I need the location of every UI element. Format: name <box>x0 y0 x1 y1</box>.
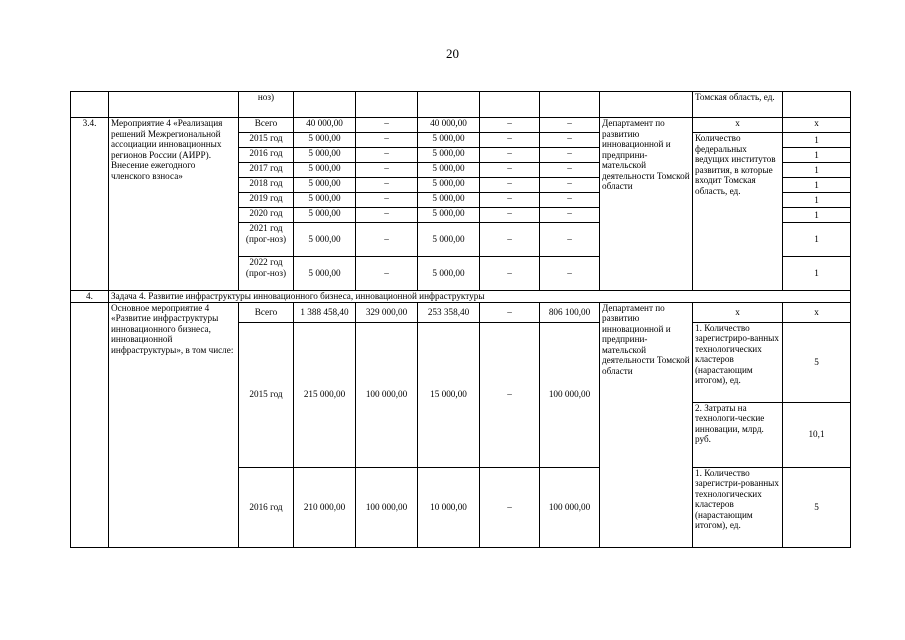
department-cell: Департамент по развитию инновационной и предприни-мательской деятельности Томской области <box>600 302 693 547</box>
local-cell: – <box>480 163 540 178</box>
total-cell: 5 000,00 <box>294 163 356 178</box>
target-cell: 1 <box>783 208 851 223</box>
federal-cell: – <box>356 223 418 257</box>
total-cell: 5 000,00 <box>294 257 356 291</box>
total-cell: 5 000,00 <box>294 208 356 223</box>
local-cell: – <box>480 322 540 467</box>
regional-cell: 5 000,00 <box>418 148 480 163</box>
period-cell: 2020 год <box>239 208 294 223</box>
federal-cell: – <box>356 178 418 193</box>
federal-cell: – <box>356 257 418 291</box>
table-row <box>71 118 851 133</box>
period-cell: 2022 год (прог-ноз) <box>239 257 294 291</box>
target-cell: 5 <box>783 322 851 402</box>
extra-budget-cell: – <box>540 118 600 133</box>
federal-cell: – <box>356 163 418 178</box>
extra-budget-cell: 100 000,00 <box>540 467 600 547</box>
federal-cell: 329 000,00 <box>356 302 418 322</box>
table-row <box>71 302 851 322</box>
extra-budget-cell: – <box>540 193 600 208</box>
period-cell: 2017 год <box>239 163 294 178</box>
task-row <box>71 291 851 303</box>
item-name: Мероприятие 4 «Реализация решений Межрегиональной ассоциации инновационных регионов России (АИРР). Внесение ежегодного членского взноса» <box>109 118 239 291</box>
federal-cell: – <box>356 208 418 223</box>
regional-cell: 5 000,00 <box>418 257 480 291</box>
total-cell: 215 000,00 <box>294 322 356 467</box>
regional-cell: 15 000,00 <box>418 322 480 467</box>
total-cell: 5 000,00 <box>294 178 356 193</box>
local-cell: – <box>480 178 540 193</box>
local-cell: – <box>480 148 540 163</box>
indicator-cell: 2. Затраты на технологи-ческие инновации, млрд. руб. <box>693 402 783 467</box>
period-cell: Всего <box>239 118 294 133</box>
period-cell: Всего <box>239 302 294 322</box>
target-cell: 5 <box>783 467 851 547</box>
period-cell: 2015 год <box>239 133 294 148</box>
period-cell: 2018 год <box>239 178 294 193</box>
local-cell: – <box>480 223 540 257</box>
regional-cell: 253 358,40 <box>418 302 480 322</box>
indicator-cell: Томская область, ед. <box>693 92 783 118</box>
period-cell: 2021 год (прог-ноз) <box>239 223 294 257</box>
task-number: 4. <box>71 291 109 303</box>
extra-budget-cell: – <box>540 148 600 163</box>
item-number: 3.4. <box>71 118 109 291</box>
period-cell: 2016 год <box>239 467 294 547</box>
local-cell: – <box>480 467 540 547</box>
extra-budget-cell: – <box>540 133 600 148</box>
regional-cell: 5 000,00 <box>418 193 480 208</box>
total-cell: 210 000,00 <box>294 467 356 547</box>
extra-budget-cell: – <box>540 257 600 291</box>
local-cell: – <box>480 257 540 291</box>
target-cell: 1 <box>783 178 851 193</box>
extra-budget-cell: 100 000,00 <box>540 322 600 467</box>
department-cell: Департамент по развитию инновационной и предприни-мательской деятельности Томской области <box>600 118 693 291</box>
indicator-cell: Количество федеральных ведущих институтов развития, в которые входит Томская область, ед. <box>693 133 783 291</box>
federal-cell: 100 000,00 <box>356 467 418 547</box>
target-cell: 1 <box>783 193 851 208</box>
target-cell: 10,1 <box>783 402 851 467</box>
local-cell: – <box>480 133 540 148</box>
program-table <box>70 91 851 548</box>
target-cell: 1 <box>783 163 851 178</box>
regional-cell: 5 000,00 <box>418 208 480 223</box>
extra-budget-cell: – <box>540 223 600 257</box>
federal-cell: – <box>356 148 418 163</box>
total-cell: 5 000,00 <box>294 223 356 257</box>
indicator-cell: 1. Количество зарегистриро-ванных технологических кластеров (нарастающим итогом), ед. <box>693 322 783 402</box>
regional-cell: 5 000,00 <box>418 133 480 148</box>
page-number: 20 <box>446 46 459 61</box>
target-cell: х <box>783 118 851 133</box>
target-cell: 1 <box>783 133 851 148</box>
total-cell: 5 000,00 <box>294 148 356 163</box>
regional-cell: 5 000,00 <box>418 163 480 178</box>
local-cell: – <box>480 208 540 223</box>
regional-cell: 40 000,00 <box>418 118 480 133</box>
extra-budget-cell: – <box>540 208 600 223</box>
indicator-cell: х <box>693 118 783 133</box>
federal-cell: – <box>356 193 418 208</box>
local-cell: – <box>480 302 540 322</box>
target-cell: х <box>783 302 851 322</box>
target-cell: 1 <box>783 223 851 257</box>
regional-cell: 10 000,00 <box>418 467 480 547</box>
total-cell: 5 000,00 <box>294 193 356 208</box>
extra-budget-cell: – <box>540 178 600 193</box>
task-title: Задача 4. Развитие инфраструктуры инновационного бизнеса, инновационной инфраструктуры <box>109 291 851 303</box>
local-cell: – <box>480 118 540 133</box>
item-name: Основное мероприятие 4 «Развитие инфраструктуры инновационного бизнеса, инновационной инфраструктуры», в том числе: <box>109 302 239 547</box>
period-cell: 2019 год <box>239 193 294 208</box>
total-cell: 5 000,00 <box>294 133 356 148</box>
indicator-cell: х <box>693 302 783 322</box>
extra-budget-cell: 806 100,00 <box>540 302 600 322</box>
target-cell: 1 <box>783 257 851 291</box>
total-cell: 1 388 458,40 <box>294 302 356 322</box>
period-cell: 2015 год <box>239 322 294 467</box>
table-row <box>71 92 851 118</box>
total-cell: 40 000,00 <box>294 118 356 133</box>
target-cell: 1 <box>783 148 851 163</box>
regional-cell: 5 000,00 <box>418 223 480 257</box>
local-cell: – <box>480 193 540 208</box>
indicator-cell: 1. Количество зарегистри-рованных технологических кластеров (нарастающим итогом), ед. <box>693 467 783 547</box>
extra-budget-cell: – <box>540 163 600 178</box>
regional-cell: 5 000,00 <box>418 178 480 193</box>
period-cell: 2016 год <box>239 148 294 163</box>
period-cell: ноз) <box>239 92 294 118</box>
federal-cell: – <box>356 118 418 133</box>
federal-cell: – <box>356 133 418 148</box>
federal-cell: 100 000,00 <box>356 322 418 467</box>
